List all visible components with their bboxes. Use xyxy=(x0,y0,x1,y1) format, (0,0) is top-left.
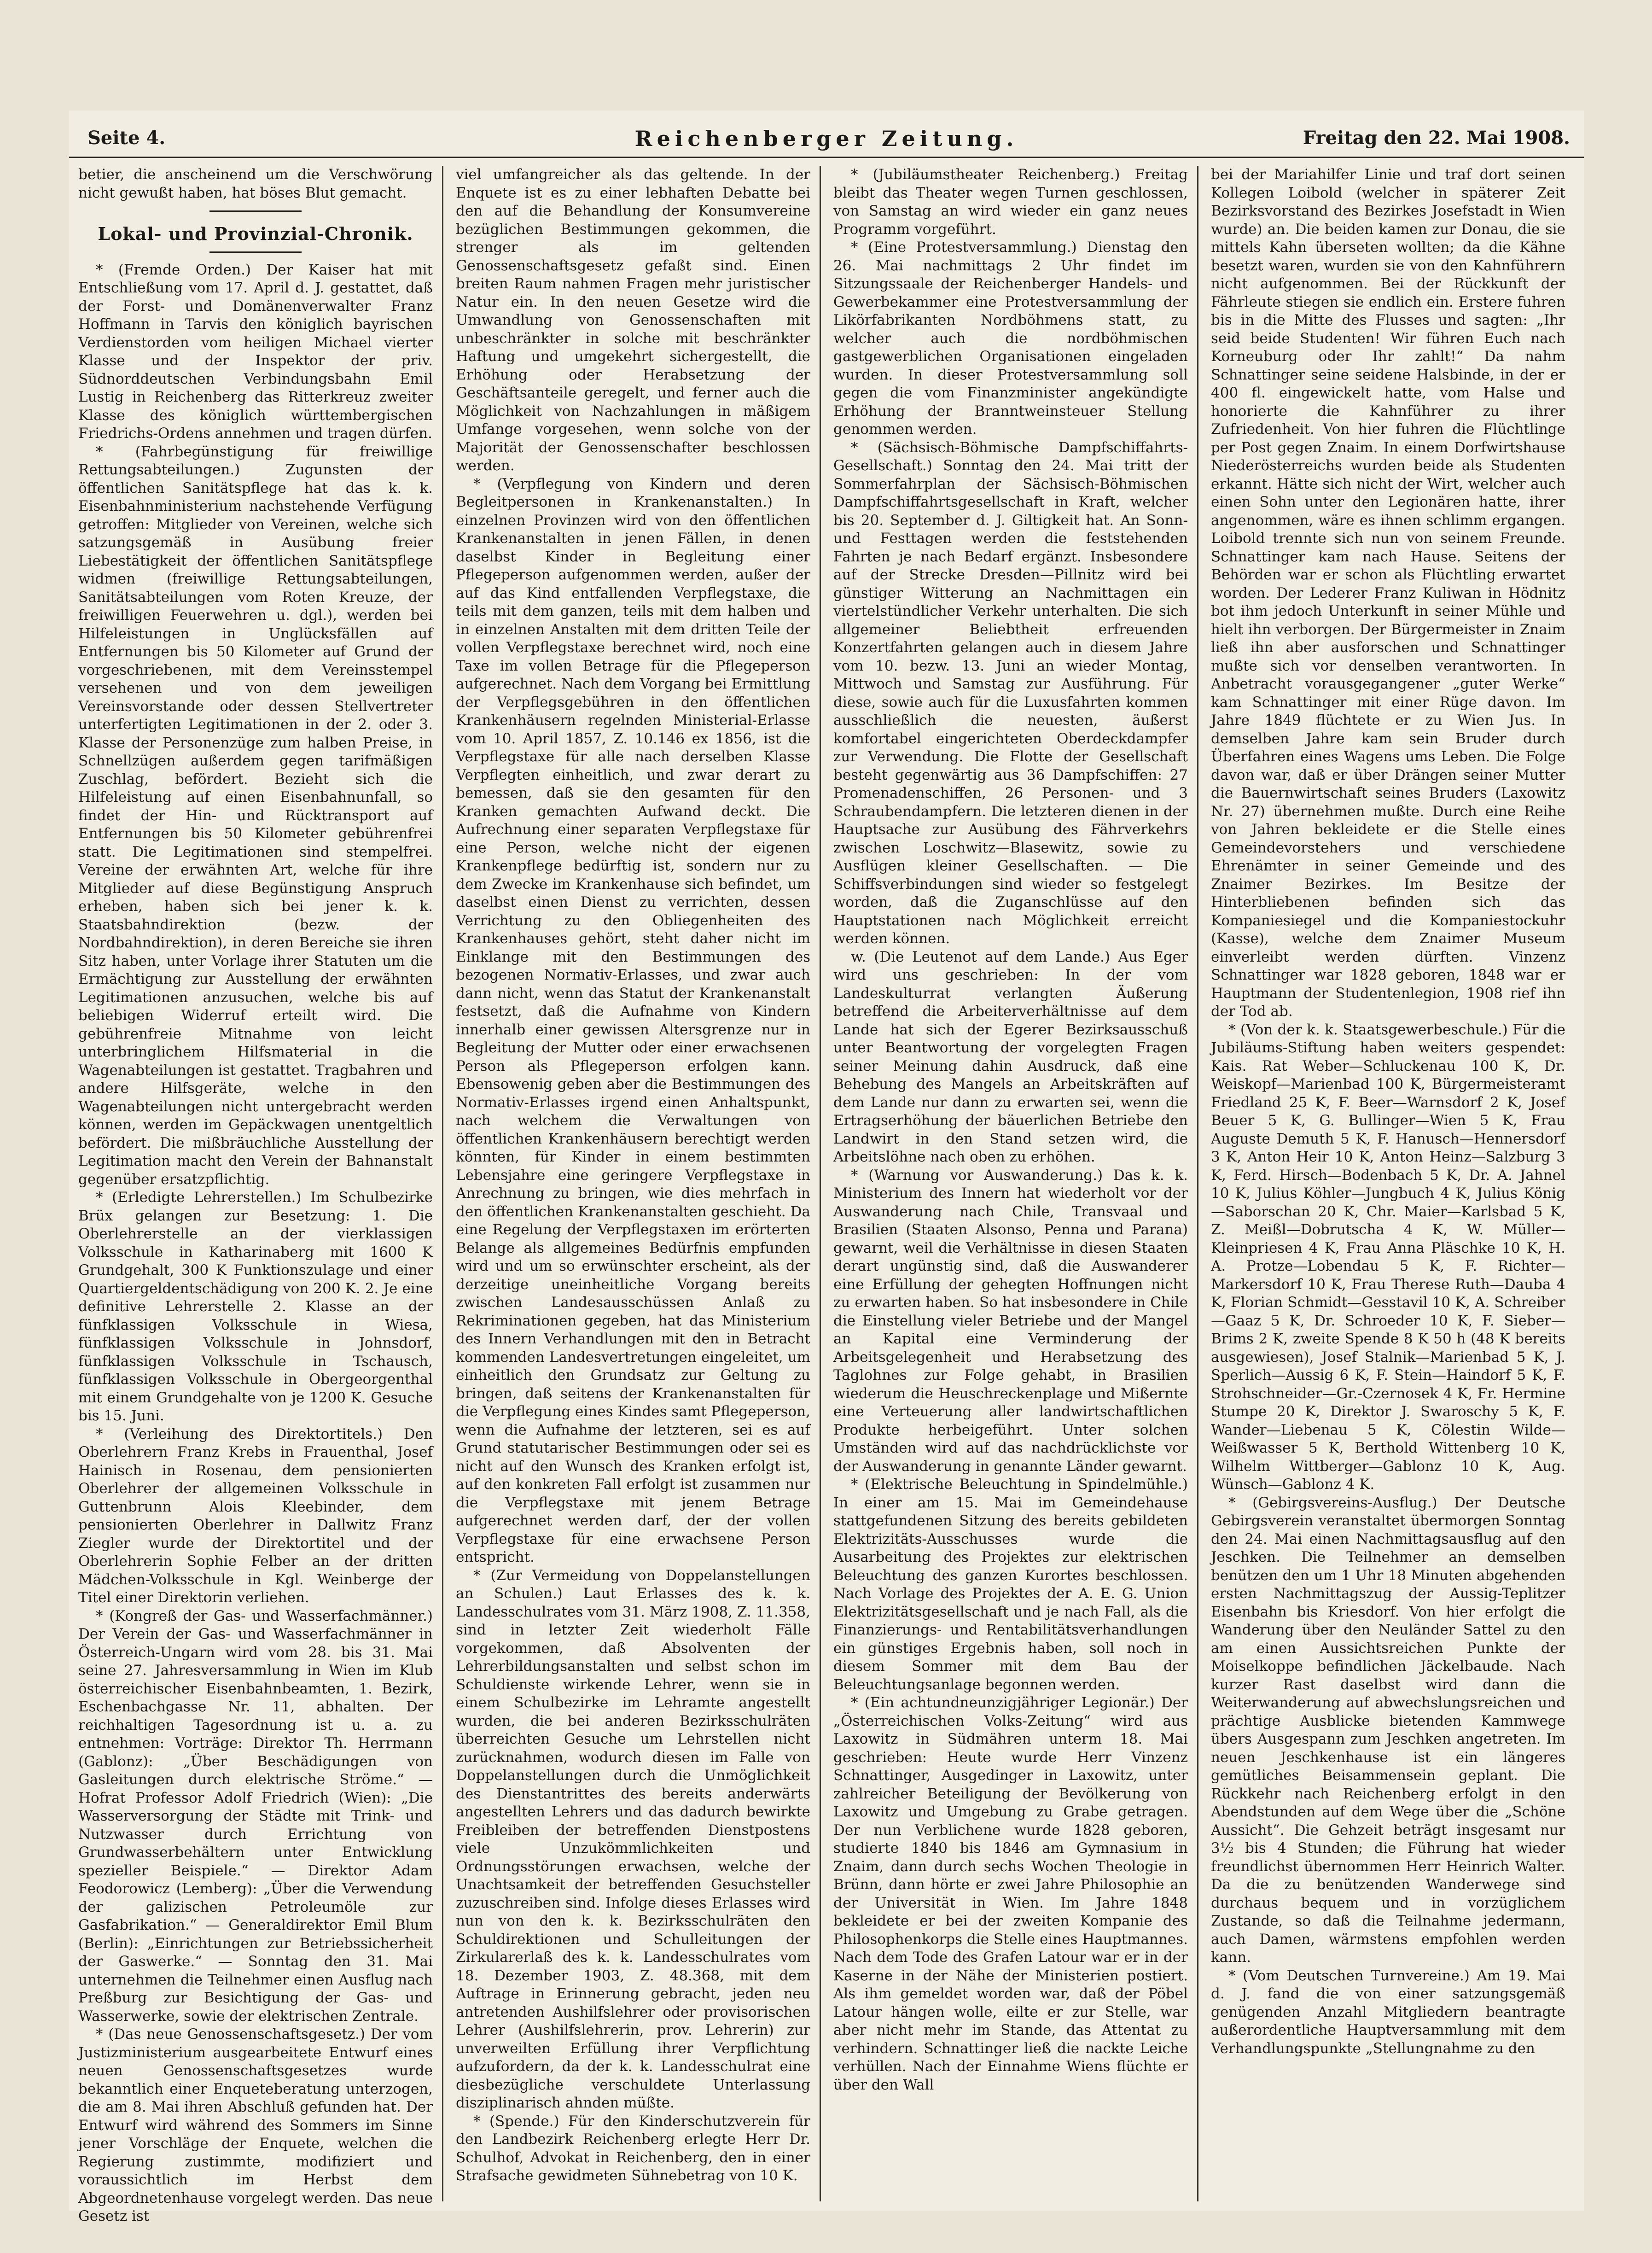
article-paragraph: * (Vom Deutschen Turnvereine.) Am 19. Mai d. J. fand die von einer satzungsgemäß genügenden Anzahl Mitgliedern beantragte außerordentliche Hauptversammlung mit dem Verhandlungspunkte „Stellungnahme zu den xyxy=(1211,1967,1565,2057)
article-paragraph: * (Sächsisch-Böhmische Dampfschiffahrts-Gesellschaft.) Sonntag den 24. Mai tritt der Sommerfahrplan der Sächsisch-Böhmischen Dampfschiffahrtsgesellschaft in Kraft, welcher bis 20. September d. J. Giltigkeit hat. An Sonn- und Festtagen werden die feststehenden Fahrten je nach Bedarf ergänzt. Insbesondere auf der Strecke Dresden—Pillnitz wird bei günstiger Witterung an Nachmittagen ein viertelstündlicher Verkehr unterhalten. Die sich allgemeiner Beliebtheit erfreuenden Konzertfahrten gelangen auch in diesem Jahre vom 10. bezw. 13. Juni an wieder Montag, Mittwoch und Samstag zur Ausführung. Für diese, sowie auch für die Luxusfahrten kommen ausschließlich die neuesten, äußerst komfortabel eingerichteten Oberdeckdampfer zur Verwendung. Die Flotte der Gesellschaft besteht gegenwärtig aus 36 Dampfschiffen: 27 Promenadenschiffen, 26 Personen- und 3 Schraubendampfern. Die letzteren dienen in der Hauptsache zur Ausübung des Fährverkehrs zwischen Loschwitz—Blasewitz, sowie zu Ausflügen kleiner Gesellschaften. — Die Schiffsverbindungen sind wieder so festgelegt worden, daß die Zuganschlüsse auf den Hauptstationen nach Möglichkeit erreicht werden können. xyxy=(833,439,1188,947)
article-paragraph: * (Kongreß der Gas- und Wasserfachmänner.) Der Verein der Gas- und Wasserfachmänner in Österreich-Ungarn wird vom 28. bis 31. Mai seine 27. Jahresversammlung in Wien im Klub österreichischer Eisenbahnbeamten, 1. Bezirk, Eschenbachgasse Nr. 11, abhalten. Der reichhaltigen Tagesordnung ist u. a. zu entnehmen: Vorträge: Direktor Th. Herrmann (Gablonz): „Über Beschädigungen von Gasleitungen durch elektrische Ströme.“ — Hofrat Professor Adolf Friedrich (Wien): „Die Wasserversorgung der Städte mit Trink- und Nutzwasser durch Errichtung von Grundwasserbehältern unter Entwicklung spezieller Beispiele.“ — Direktor Adam Feodorowicz (Lemberg): „Über die Verwendung der galizischen Petroleumöle zur Gasfabrikation.“ — Generaldirektor Emil Blum (Berlin): „Einrichtungen zur Betriebssicherheit der Gaswerke.“ — Sonntag den 31. Mai unternehmen die Teilnehmer einen Ausflug nach Preßburg zur Besichtigung der Gas- und Wasserwerke, sowie der elektrischen Zentrale. xyxy=(78,1607,433,2025)
article-paragraph: * (Eine Protestversammlung.) Dienstag den 26. Mai nachmittags 2 Uhr findet im Sitzungssaale der Reichenberger Handels- und Gewerbekammer eine Protestversammlung der Likörfabrikanten Nordböhmens statt, zu welcher auch die nordböhmischen gastgewerblichen Organisationen eingeladen wurden. In dieser Protestversammlung soll gegen die vom Finanzminister angekündigte Erhöhung der Branntweinsteuer Stellung genommen werden. xyxy=(833,239,1188,438)
article-paragraph: * (Verpflegung von Kindern und deren Begleitpersonen in Krankenanstalten.) In einzelnen Provinzen wird von den öffentlichen Krankenanstalten in jenen Fällen, in denen daselbst Kinder in Begleitung einer Pflegeperson aufgenommen werden, außer der auf das Kind entfallenden Verpflegstaxe, die teils mit dem ganzen, teils mit dem halben und in einzelnen Anstalten mit dem dritten Teile der vollen Verpflegstaxe berechnet wird, noch eine Taxe im vollen Betrage für die Pflegeperson aufgerechnet. Nach dem Vorgang bei Ermittlung der Verpflegsgebühren in den öffentlichen Krankenhäusern regelnden Ministerial-Erlasse vom 10. April 1857, Z. 10.146 ex 1856, ist die Verpflegstaxe für alle nach derselben Klasse Verpflegten einheitlich, und zwar derart zu bemessen, daß sie den gesamten für den Kranken gemachten Aufwand deckt. Die Aufrechnung einer separaten Verpflegstaxe für eine Person, welche nicht der eigenen Krankenpflege bedürftig ist, sondern nur zu dem Zwecke im Krankenhause sich befindet, um daselbst einen Dienst zu verrichten, dessen Verrichtung zu den Obliegenheiten des Krankenhauses gehört, steht daher nicht im Einklange mit den Bestimmungen des bezogenen Normativ-Erlasses, und zwar auch dann nicht, wenn das Statut der Krankenanstalt festsetzt, daß die Aufnahme von Kindern innerhalb einer gewissen Altersgrenze nur in Begleitung der Mutter oder einer erwachsenen Person als Pflegeperson erfolgen kann. Ebensowenig geben aber die Bestimmungen des Normativ-Erlasses irgend einen Anhaltspunkt, nach welchem die Verwaltungen von öffentlichen Krankenhäusern berechtigt werden könnten, für Kinder in einem bestimmten Lebensjahre eine geringere Verpflegstaxe in Anrechnung zu bringen, wie dies mehrfach in den öffentlichen Krankenanstalten geschieht. Da eine Regelung der Verpflegstaxen im erörterten Belange als allgemeines Bedürfnis empfunden wird und um so erwünschter erscheint, als der derzeitige uneinheitliche Vorgang bereits zwischen Landesausschüssen Anlaß zu Rekriminationen gegeben, hat das Ministerium des Innern Verhandlungen mit den in Betracht kommenden Landesvertretungen eingeleitet, um einheitlich den Grundsatz zur Geltung zu bringen, daß seitens der Krankenanstalten für die Verpflegung eines Kindes samt Pflegeperson, wenn die Aufnahme der letzteren, sei es auf Grund statutarischer Bestimmungen oder sei es nicht auf den Wunsch des Kranken erfolgt ist, auf den konkreten Fall erfolgt ist zusammen nur die Verpflegstaxe mit jenem Betrage aufgerechnet werden darf, der der vollen Verpflegstaxe für eine erwachsene Person entspricht. xyxy=(456,475,810,1565)
column-4 xyxy=(1211,166,1565,2201)
column-3 xyxy=(833,166,1188,2201)
article-paragraph: viel umfangreicher als das geltende. In der Enquete ist es zu einer lebhaften Debatte bei den auf die Behandlung der Konsumvereine bezüglichen Bestimmungen gekommen, die strenger als im geltenden Genossenschaftsgesetz gefaßt sind. Einen breiten Raum nahmen Fragen mehr juristischer Natur ein. In den neuen Gesetze wird die Umwandlung von Genossenschaften mit unbeschränkter in solche mit beschränkter Haftung und umgekehrt sichergestellt, die Erhöhung oder Herabsetzung der Geschäftsanteile geregelt, und ferner auch die Möglichkeit von Nachzahlungen in mäßigem Umfange vorgesehen, wenn solche von der Majorität der Genossenschafter beschlossen werden. xyxy=(456,166,810,474)
article-paragraph: * (Fremde Orden.) Der Kaiser hat mit Entschließung vom 17. April d. J. gestattet, daß der Forst- und Domänenverwalter Franz Hoffmann in Tarvis den königlich bayrischen Verdienstorden vom heiligen Michael vierter Klasse und der Inspektor der priv. Südnorddeutschen Verbindungsbahn Emil Lustig in Reichenberg das Ritterkreuz zweiter Klasse des königlich württembergischen Friedrichs-Ordens annehmen und tragen dürfen. xyxy=(78,261,433,442)
article-paragraph: * (Ein achtundneunzigjähriger Legionär.) Der „Österreichischen Volks-Zeitung“ wird aus Laxowitz in Südmähren unterm 18. Mai geschrieben: Heute wurde Herr Vinzenz Schnattinger, Ausgedinger in Laxowitz, unter zahlreicher Beteiligung der Bevölkerung von Laxowitz und Umgebung zu Grabe getragen. Der nun Verblichene wurde 1828 geboren, studierte 1840 bis 1846 am Gymnasium in Znaim, dann durch sechs Wochen Theologie in Brünn, dann hörte er zwei Jahre Philosophie an der Universität in Wien. Im Jahre 1848 bekleidete er bei der zweiten Kompanie des Philosophenkorps die Stelle eines Hauptmannes. Nach dem Tode des Grafen Latour war er in der Kaserne in der Nähe der Ministerien postiert. Als ihm gemeldet worden war, daß der Pöbel Latour hängen wolle, eilte er zur Stelle, war aber nicht mehr im Stande, das Attentat zu verhindern. Schnattinger ließ die nackte Leiche verhüllen. Nach der Einnahme Wiens flüchte er über den Wall xyxy=(833,1694,1188,2093)
section-heading: Lokal- und Provinzial-Chronik. xyxy=(98,223,413,244)
article-paragraph: * (Von der k. k. Staatsgewerbeschule.) Für die Jubiläums-Stiftung haben weiters gespendet: Kais. Rat Weber—Schluckenau 100 K, Dr. Weiskopf—Marienbad 100 K, Bürgermeisteramt Friedland 25 K, F. Beer—Warnsdorf 2 K, Josef Beuer 5 K, G. Bullinger—Wien 5 K, Frau Auguste Demuth 5 K, F. Hanusch—Hennersdorf 3 K, Anton Heir 10 K, Anton Heinz—Salzburg 3 K, Ferd. Hirsch—Bodenbach 5 K, Dr. A. Jahnel 10 K, Julius Köhler—Jungbuch 4 K, Julius König—Saborschan 20 K, Chr. Maier—Karlsbad 5 K, Z. Meißl—Dobrutscha 4 K, W. Müller—Kleinpriesen 4 K, Frau Anna Pläschke 10 K, H. A. Protze—Lobendau 5 K, F. Richter—Markersdorf 10 K, Frau Therese Ruth—Dauba 4 K, Florian Schmidt—Gesstavil 10 K, A. Schreiber—Gaaz 5 K, Dr. Schroeder 10 K, F. Sieber—Brims 2 K, zweite Spende 8 K 50 h (48 K bereits ausgewiesen), Josef Stalnik—Marienbad 5 K, J. Sperlich—Aussig 6 K, F. Stein—Haindorf 5 K, F. Strohschneider—Gr.-Czernosek 4 K, Fr. Hermine Stumpe 20 K, Direktor J. Swaroschy 5 K, F. Wander—Liebenau 5 K, Cölestin Wilde—Weißwasser 5 K, Berthold Wittenberg 10 K, Wilhelm Wittberger—Gablonz 10 K, Aug. Wünsch—Gablonz 4 K. xyxy=(1211,1021,1565,1493)
column-rule xyxy=(442,166,443,2201)
article-paragraph: * (Warnung vor Auswanderung.) Das k. k. Ministerium des Innern hat wiederholt vor der Auswanderung nach Chile, Transvaal und Brasilien (Staaten Alsonso, Penna und Parana) gewarnt, weil die Verhältnisse in diesen Staaten derart ungünstig sind, daß die Auswanderer eine Erfüllung der gehegten Hoffnungen nicht zu erwarten haben. So hat insbesondere in Chile die Einstellung vieler Betriebe und der Mangel an Kapital eine Verminderung der Arbeitsgelegenheit und Herabsetzung des Taglohnes zur Folge gehabt, in Brasilien wiederum die Heuschreckenplage und Mißernte eine Verteuerung aller landwirtschaftlichen Produkte herbeigeführt. Unter solchen Umständen wird auf das nachdrücklichste vor der Auswanderung in genannte Länder gewarnt. xyxy=(833,1167,1188,1475)
column-rule xyxy=(1197,166,1198,2201)
article-paragraph: w. (Die Leutenot auf dem Lande.) Aus Eger wird uns geschrieben: In der vom Landeskulturrat verlangten Äußerung betreffend die Arbeiterverhältnisse auf dem Lande hat sich der Egerer Bezirksausschuß unter Beantwortung der vorgelegten Fragen seiner Meinung dahin Ausdruck, daß eine Behebung des Mangels an Arbeitskräften auf dem Lande nur dann zu erwarten sei, wenn die Ertragserhöhung der bäuerlichen Betriebe den Landwirt in den Stand setzen wird, die Arbeitslöhne nach oben zu erhöhen. xyxy=(833,948,1188,1165)
article-paragraph: * (Zur Vermeidung von Doppelanstellungen an Schulen.) Laut Erlasses des k. k. Landesschulrates vom 31. März 1908, Z. 11.358, sind in letzter Zeit wiederholt Fälle vorgekommen, daß Absolventen der Lehrerbildungsanstalten und selbst schon im Schuldienste wirkende Lehrer, wenn sie in einem Schulbezirke im Lehramte angestellt wurden, die bei anderen Bezirksschulräten überreichten Gesuche um Lehrstellen nicht zurücknahmen, wodurch diesen im Falle von Doppelanstellungen durch die Unmöglichkeit des Dienstantrittes des bereits anderwärts angestellten Lehrers und das dadurch bewirkte Freibleiben der betreffenden Dienstpostens viele Unzukömmlichkeiten und Ordnungsstörungen erwachsen, welche der Unachtsamkeit der betreffenden Gesuchsteller zuzuschreiben sind. Infolge dieses Erlasses wird nun von den k. k. Bezirksschulräten den Schuldirektionen und Schulleitungen der Zirkularerlaß des k. k. Landesschulrates vom 18. Dezember 1903, Z. 48.368, mit dem Auftrage in Erinnerung gebracht, jeden neu antretenden Aushilfslehrer oder provisorischen Lehrer (Aushilfslehrerin, prov. Lehrerin) zur unverweilten Erfüllung ihrer Verpflichtung aufzufordern, da der k. k. Landesschulrat eine diesbezügliche verschuldete Unterlassung disziplinarisch ahnden müßte. xyxy=(456,1567,810,2111)
article-paragraph: * (Jubiläumstheater Reichenberg.) Freitag bleibt das Theater wegen Turnen geschlossen, von Samstag an wird wieder ein ganz neues Programm vorgeführt. xyxy=(833,166,1188,238)
page-number: Seite 4. xyxy=(87,127,166,149)
article-paragraph: * (Verleihung des Direktortitels.) Den Oberlehrern Franz Krebs in Frauenthal, Josef Hainisch in Rosenau, dem pensionierten Oberlehrer der allgemeinen Volksschule in Guttenbrunn Alois Kleebinder, dem pensionierten Oberlehrer in Dallwitz Franz Ziegler wurde der Direktortitel und der Oberlehrerin Sophie Felber an der dritten Mädchen-Volksschule in Kgl. Weinberge der Titel einer Direktorin verliehen. xyxy=(78,1425,433,1606)
column-1 xyxy=(78,166,433,2224)
article-paragraph: * (Elektrische Beleuchtung in Spindelmühle.) In einer am 15. Mai im Gemeindehause stattgefundenen Sitzung des bereits gebildeten Elektrizitäts-Ausschusses wurde die Ausarbeitung des Projektes zur elektrischen Beleuchtung des ganzen Kurortes beschlossen. Nach Vorlage des Projektes der A. E. G. Union Elektrizitätsgesellschaft und je nach Fall, als die Finanzierungs- und Rentabilitätsverhandlungen ein günstiges Ergebnis haben, soll noch in diesem Sommer mit dem Bau der Beleuchtungsanlage begonnen werden. xyxy=(833,1476,1188,1693)
column-rule xyxy=(820,166,821,2201)
column-2 xyxy=(456,166,810,2201)
article-paragraph: * (Fahrbegünstigung für freiwillige Rettungsabteilungen.) Zugunsten der öffentlichen Sanitätspflege hat das k. k. Eisenbahnministerium nachstehende Verfügung getroffen: Mitglieder von Vereinen, welche sich satzungsgemäß in Ausübung freier Liebestätigkeit der öffentlichen Sanitätspflege widmen (freiwillige Rettungsabteilungen, Sanitätsabteilungen vom Roten Kreuze, der freiwilligen Feuerwehren u. dgl.), werden bei Hilfeleistungen in Unglücksfällen auf Entfernungen bis 50 Kilometer auf Grund der vorgeschriebenen, mit dem Vereinsstempel versehenen und von dem jeweiligen Vereinsvorstande oder dessen Stellvertreter unterfertigten Legitimationen in der 2. oder 3. Klasse der Personenzüge zum halben Preise, in Schnellzügen außerdem gegen tarifmäßigen Zuschlag, befördert. Bezieht sich die Hilfeleistung auf einen Eisenbahnunfall, so findet der Hin- und Rücktransport auf Entfernungen bis 50 Kilometer gebührenfrei statt. Die Legitimationen sind stempelfrei. Vereine der erwähnten Art, welche für ihre Mitglieder auf diese Begünstigung Anspruch erheben, haben sich bei jener k. k. Staatsbahndirektion (bezw. der Nordbahndirektion), in deren Bereiche sie ihren Sitz haben, unter Vorlage ihrer Statuten um die Ermächtigung zur Ausstellung der erwähnten Legitimationen anzusuchen, welche bis auf beliebigen Widerruf erteilt wird. Die gebührenfreie Mitnahme von leicht unterbringlichem Hilfsmaterial in die Wagenabteilungen ist gestattet. Tragbahren und andere Hilfsgeräte, welche in den Wagenabteilungen nicht untergebracht werden können, werden im Gepäckwagen unentgeltlich befördert. Die mißbräuchliche Ausstellung der Legitimation macht den Verein der Bahnanstalt gegenüber ersatzpflichtig. xyxy=(78,443,433,1188)
article-paragraph: bei der Mariahilfer Linie und traf dort seinen Kollegen Loibold (welcher in späterer Zeit Bezirksvorstand des Bezirkes Josefstadt in Wien wurde) an. Die beiden kamen zur Donau, die sie mittels Kahn überseten wollten; da die Kähne besetzt waren, wurden sie von den Kahnführern nicht aufgenommen. Bei der Rückkunft der Fährleute stiegen sie endlich ein. Erstere fuhren bis in die Mitte des Flusses und sagten: „Ihr seid beide Studenten! Wir führen Euch nach Korneuburg oder Ihr zahlt!“ Da nahm Schnattinger seine seidene Halsbinde, in der er 400 fl. eingewickelt hatte, vom Halse und honorierte die Kahnführer zu ihrer Zufriedenheit. Von hier fuhren die Flüchtlinge per Post gegen Znaim. In einem Dorfwirtshause Niederösterreichs wurden beide als Studenten erkannt. Hätte sich nicht der Wirt, welcher auch einen Sohn unter den Legionären hatte, ihrer angenommen, wäre es ihnen schlimm ergangen. Loibold trennte sich nun von seinem Freunde. Schnattinger kam nach Hause. Seitens der Behörden war er schon als Flüchtling erwartet worden. Der Lederer Franz Kuliwan in Hödnitz bot ihm jedoch Unterkunft in seiner Mühle und hielt ihn verborgen. Der Bürgermeister in Znaim ließ ihn aber ausforschen und Schnattinger mußte sich vor denselben verantworten. In Anbetracht vorausgegangener „guter Werke“ kam Schnattinger mit einer Rüge davon. Im Jahre 1849 flüchtete er zu Wien Jus. In demselben Jahre kam sein Bruder durch Überfahren eines Wagens ums Leben. Die Folge davon war, daß er über Drängen seiner Mutter die Bauernwirtschaft seines Bruders (Laxowitz Nr. 27) übernehmen mußte. Durch eine Reihe von Jahren bekleidete er die Stelle eines Gemeindevorstehers und verschiedene Ehrenämter in seiner Gemeinde und des Znaimer Bezirkes. Im Besitze der Hinterbliebenen befinden sich das Kompaniesiegel und die Kompaniestockuhr (Kasse), welche dem Znaimer Museum einverleibt werden dürften. Vinzenz Schnattinger war 1828 geboren, 1848 war er Hauptmann der Studentenlegion, 1908 rief ihn der Tod ab. xyxy=(1211,166,1565,1020)
article-paragraph: * (Erledigte Lehrerstellen.) Im Schulbezirke Brüx gelangen zur Besetzung: 1. Die Oberlehrerstelle an der vierklassigen Volksschule in Katharinaberg mit 1600 K Grundgehalt, 300 K Funktionszulage und einer Quartiergeldentschädigung von 200 K. 2. Je eine definitive Lehrerstelle 2. Klasse an der fünfklassigen Volksschule in Wiesa, fünfklassigen Volksschule in Johnsdorf, fünfklassigen Volksschule in Tschausch, fünfklassigen Volksschule in Obergeorgenthal mit einem Grundgehalte von je 1200 K. Gesuche bis 15. Juni. xyxy=(78,1189,433,1424)
article-paragraph: * (Spende.) Für den Kinderschutzverein für den Landbezirk Reichenberg erlegte Herr Dr. Schulhof, Advokat in Reichenberg, den in einer Strafsache gewidmeten Sühnebetrag von 10 K. xyxy=(456,2113,810,2184)
masthead: Reichenberger Zeitung. xyxy=(634,126,1018,151)
section-rule xyxy=(209,210,302,212)
issue-date: Freitag den 22. Mai 1908. xyxy=(1303,127,1570,149)
article-paragraph: * (Das neue Genossenschaftsgesetz.) Der vom Justizministerium ausgearbeitete Entwurf eines neuen Genossenschaftsgesetzes wurde bekanntlich einer Enqueteberatung unterzogen, die am 8. Mai ihren Abschluß gefunden hat. Der Entwurf wird während des Sommers im Sinne jener Vorschläge der Enquete, welchen die Regierung zustimmte, modifiziert und voraussichtlich im Herbst dem Abgeordnetenhause vorgelegt werden. Das neue Gesetz ist xyxy=(78,2026,433,2224)
article-paragraph: * (Gebirgsvereins-Ausflug.) Der Deutsche Gebirgsverein veranstaltet übermorgen Sonntag den 24. Mai einen Nachmittagsausflug auf den Jeschken. Die Teilnehmer an demselben benützen den um 1 Uhr 18 Minuten abgehenden ersten Nachmittagszug der Aussig-Teplitzer Eisenbahn bis Kriesdorf. Von hier erfolgt die Wanderung über den Neuländer Sattel zu den am einen Aussichtsreichen Punkte der Moiselkoppe befindlichen Jäckelbaude. Nach kurzer Rast daselbst wird dann die Weiterwanderung auf abwechslungsreichen und prächtige Ausblicke bietenden Kammwege übers Ausgespann zum Jeschken angetreten. Im neuen Jeschkenhause ist ein längeres gemütliches Beisammensein geplant. Die Rückkehr nach Reichenberg erfolgt in den Abendstunden auf dem Wege über die „Schöne Aussicht“. Die Gehzeit beträgt insgesamt nur 3½ bis 4 Stunden; die Führung hat wieder freundlichst übernommen Herr Heinrich Walter. Da die zu benützenden Wanderwege sind durchaus bequem und in vorzüglichem Zustande, so daß die Teilnahme jedermann, auch Damen, wärmstens empfohlen werden kann. xyxy=(1211,1494,1565,1966)
article-paragraph: betier, die anscheinend um die Verschwörung nicht gewußt haben, hat böses Blut gemacht. xyxy=(78,166,433,201)
section-rule xyxy=(209,251,302,253)
page-header xyxy=(69,124,1584,158)
newspaper-page xyxy=(69,111,1584,2224)
